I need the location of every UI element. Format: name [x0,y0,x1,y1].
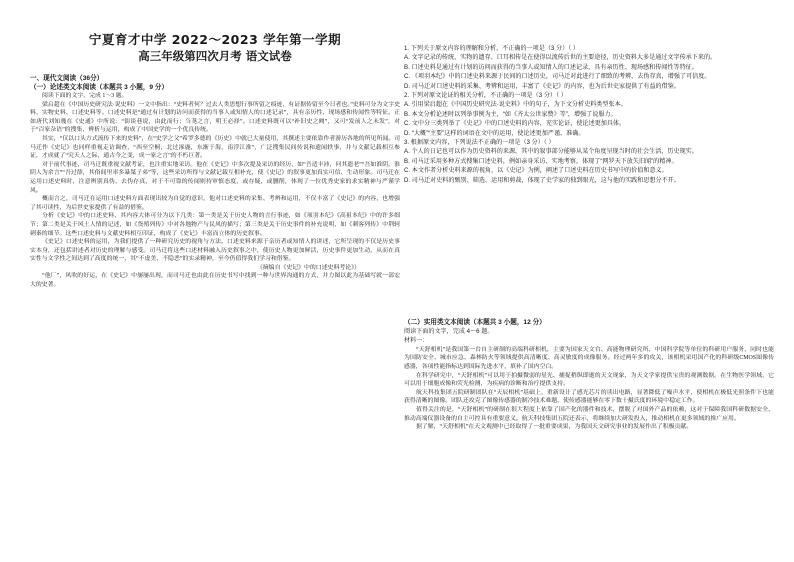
material-paragraph: “天舒相机”是我国第一台自主研制的高端科研相机，主要为国家天文台、高能物理研究所、中国科学院等单位的科研用户服务，同时也能为国防安全、城市应急、森林防火等领域提供高清晰度、高灵敏度的成像服务。经过两年多的攻关，该相机采用国产化的科研级CMOS图像传感器，各项性能指标达到国际先进水平，填补了国内空白。 [404,346,774,370]
material-paragraph: 航天科技集团五院研制团队在“天辰相机”基础上，重新设计了感光芯片的读出电路，显著降低了噪声水平，使相机在极低光照条件下也能获得清晰的图像。团队还攻克了图像传感器的制冷技术难题，使传感器能够在零下数十摄氏度的环境中稳定工作。 [404,389,774,405]
question-1-option: D. 司马迁对口述史料的采集、考辨和运用，丰富了《史记》的内容，也为后世史家提供了有益的借鉴。 [404,82,680,90]
question-2-option: A. 引用梁启超在《中国历史研究法·说史料》中的句子，为下文分析史料类型张本。 [404,101,627,109]
question-1-option: C. 《项羽本纪》中的口述史料来源于民间的口述历史，司马迁对此进行了细致的考辨，去伪存真，增强了可信度。 [404,73,711,81]
passage-paragraph: 分析《史记》中的口述史料，其内容大体可分为以下几类：第一类是关于历史人物的言行事迹，如《项羽本纪》《高祖本纪》中的许多细节；第二类是关于风土人情的记述，如《货殖列传》中对各地物产与民风的描写；第三类是关于历史事件的补充说明，如《刺客列传》中荆轲刺秦的细节。这些口述史料与文献史料相互印证，构成了《史记》丰富而立体的历史叙事。 [30,213,400,237]
question-3-option: C. 本文作者分析史料来源的视角，以《史记》为例，阐述了口述史料在历史书写中的价值和意义。 [404,167,668,175]
passage-paragraph: 梁启超在《中国历史研究法·说史料》一文中指出：“史料者何？过去人类思想行事所留之痕迹，有证据传留至今日者也。”史料可分为文字史料、实物史料、口述史料等。口述史料是“通过有计划的访问而获得的当事人或知情人的口述记录”，具有亲历性、现场感和传闻性等特征。正如唐代刘知幾在《史通》中所说：“街谈巷说，由此而行；刍荛之言，明王必择”。口述史料既可以“补旧史之阙”，又可“发前人之未发”，对于“百家杂语”的搜集、辨析与运用，构成了中国史学的一个优良传统。 [30,101,400,134]
school-title: 宁夏育才中学 2022～2023 学年第一学期 [88,32,342,47]
passage-paragraph: “他厂”，风吹的好运，在《史记》中屡屡出现，而司马迁也由此在历史书写中找到一种与世界沟通的方式，并力图以此为基础写就一部宏大的史著。 [30,273,400,289]
material-paragraph: 据了解，“天舒相机”在天文观测中已经取得了一批重要成果，为我国天文研究事业的发展作出了积极贡献。 [416,424,693,431]
section1-block [30,74,400,290]
passage-source: （摘编自《史记》中的口述史料考论》） [256,264,360,271]
question-3-option: B. 司马迁采用多种方式搜集口述史料，例如亲身采访、实地考察，体现了“网罗天下放失旧闻”的精神。 [404,157,678,165]
material-paragraph: 值得关注的是，“天舒相机”的研制在很大程度上依靠了国产化的器件和技术，摆脱了对国外产品的依赖，这对于保障我国科研数据安全、推动高端仪器设备的自主可控具有重要意义。航天科技集团五院还表示，将继续加大研发投入，推动相机在更多领域的推广应用。 [404,406,774,422]
section2-block [404,318,774,432]
question-2-option: B. 本文分析论述时以列举事例为主，“如《齐太公世家赞》等”，增强了说服力。 [404,110,617,118]
question-2: 2. 下列对原文论证的相关分析，不正确的一项是（3 分）（ ） [404,92,567,100]
passage-paragraph: 概而言之，司马迁在运用口述史料方面表现出较为自觉的意识，他对口述史料的采集、考辨和运用，不仅丰富了《史记》的内容，也增强了其可读性，为后世史家提供了有益的借鉴。 [30,196,400,211]
right-column [404,0,774,562]
question-3-option: D. 司马迁对史料的甄别、筛选、运用和剪裁，体现了史学家的独到眼光，这与他的实践和思想分不开。 [404,176,680,184]
question-3: 3. 根据原文内容，下列说法不正确的一项是（3 分）（ ） [404,139,555,147]
passage-paragraph: 对于前代事迹，司马迁既重视文献考证，也注重实地采访。他在《史记》中多次提及采访的经历，如“吾适丰沛，问其遗老”“吾如淮阴，淮阴人为余言”“吾过薛，其俗闾里率多暴桀子弟”等，这些采访所得与文献记载互相补充，使《史记》的叙事更加真实可信、生动形象。司马迁在运用口述史料时，注意辨别真伪、去伪存真，对于不可靠的传闻则持审慎态度，或存疑，或删削，体现了一位优秀史家的求实精神与严谨学风。 [30,161,400,194]
exam-title: 高三年级第四次月考 语文试卷 [138,49,292,63]
material-label: 材料一： [404,337,429,345]
questions-block [404,44,774,185]
section1-instruction: 阅读下面的文字，完成 1～3 题。 [42,93,128,99]
question-2-option: D. “大概”“主要”这样的词语在文中的运用，使论述更加严谨、准确。 [404,129,585,137]
question-1-option: A. 文字记录的传统、实物的遗存、口耳相传是在使得以流传后世的主要途径，历史资料大多是通过文字传承下来的。 [404,54,717,62]
passage-paragraph: 其实，“仅以口头方式流传下来的史料”，在“史学之父”希罗多德的《历史》中就已大量使用，其撰述主要依靠作者游历各地的所见所闻。司马迁作《史记》也同样重视走访调查，“西至空桐，北过涿鹿，东渐于海，南浮江淮”，广泛搜集民间传说和遗闻轶事，并与文献记载相互参证，才成就了“究天人之际，通古今之变，成一家之言”的不朽巨著。 [30,135,400,160]
section2-subheading: （二）实用类文本阅读（本题共 3 小题，12 分） [404,319,546,326]
section2-instruction: 阅读下面的文字，完成 4～6 题。 [404,328,494,335]
section1-heading: 一、现代文阅读（36分） [30,75,104,82]
question-1: 1. 下列关于原文内容的理解和分析，不正确的一项是（3 分）（ ） [404,45,580,52]
section1-subheading: （一）论述类文本阅读（本题共 3 小题，9 分） [30,84,169,91]
passage-paragraph: 《史记》口述史料的运用，为我们提供了一种研究历史的视角与方法。口述史料来源于亲历者或知情人的讲述，它所呈现的不仅是历史事实本身，还包括讲述者对历史的理解与感受。司马迁将这些口述材料融入历史叙事之中，使历史人物更加鲜活，历史事件更加生动，从而在真实性与文学性之间达到了高度的统一，其“不虚美、不隐恶”的实录精神，至今仍值得我们学习和借鉴。 [30,239,400,263]
material-paragraph: 在科学研究中，“天舒相机”可以用于拍摄微弱的星光、捕捉稍纵即逝的天文现象，为天文学家提供宝贵的观测数据。在生物医学领域，它可以用于细胞成像和荧光检测，为疾病的诊断和治疗提供支持。 [404,372,774,388]
question-2-option: C. 文中分三类列举了《史记》中的口述史料的内容，充实论证，使论述更加具体。 [404,120,626,128]
question-1-option: B. 口述史料是通过有计划的访问而获得的当事人或知情人的口述记录，具有亲历性、现场感和传闻性等特征。 [404,63,698,71]
left-column [30,0,400,562]
question-3-option: A. 个人的日记也可以作为历史资料的来源，其中的叙事部分能够从某个角度呈现当时的社会生活，历史现实。 [404,148,698,156]
